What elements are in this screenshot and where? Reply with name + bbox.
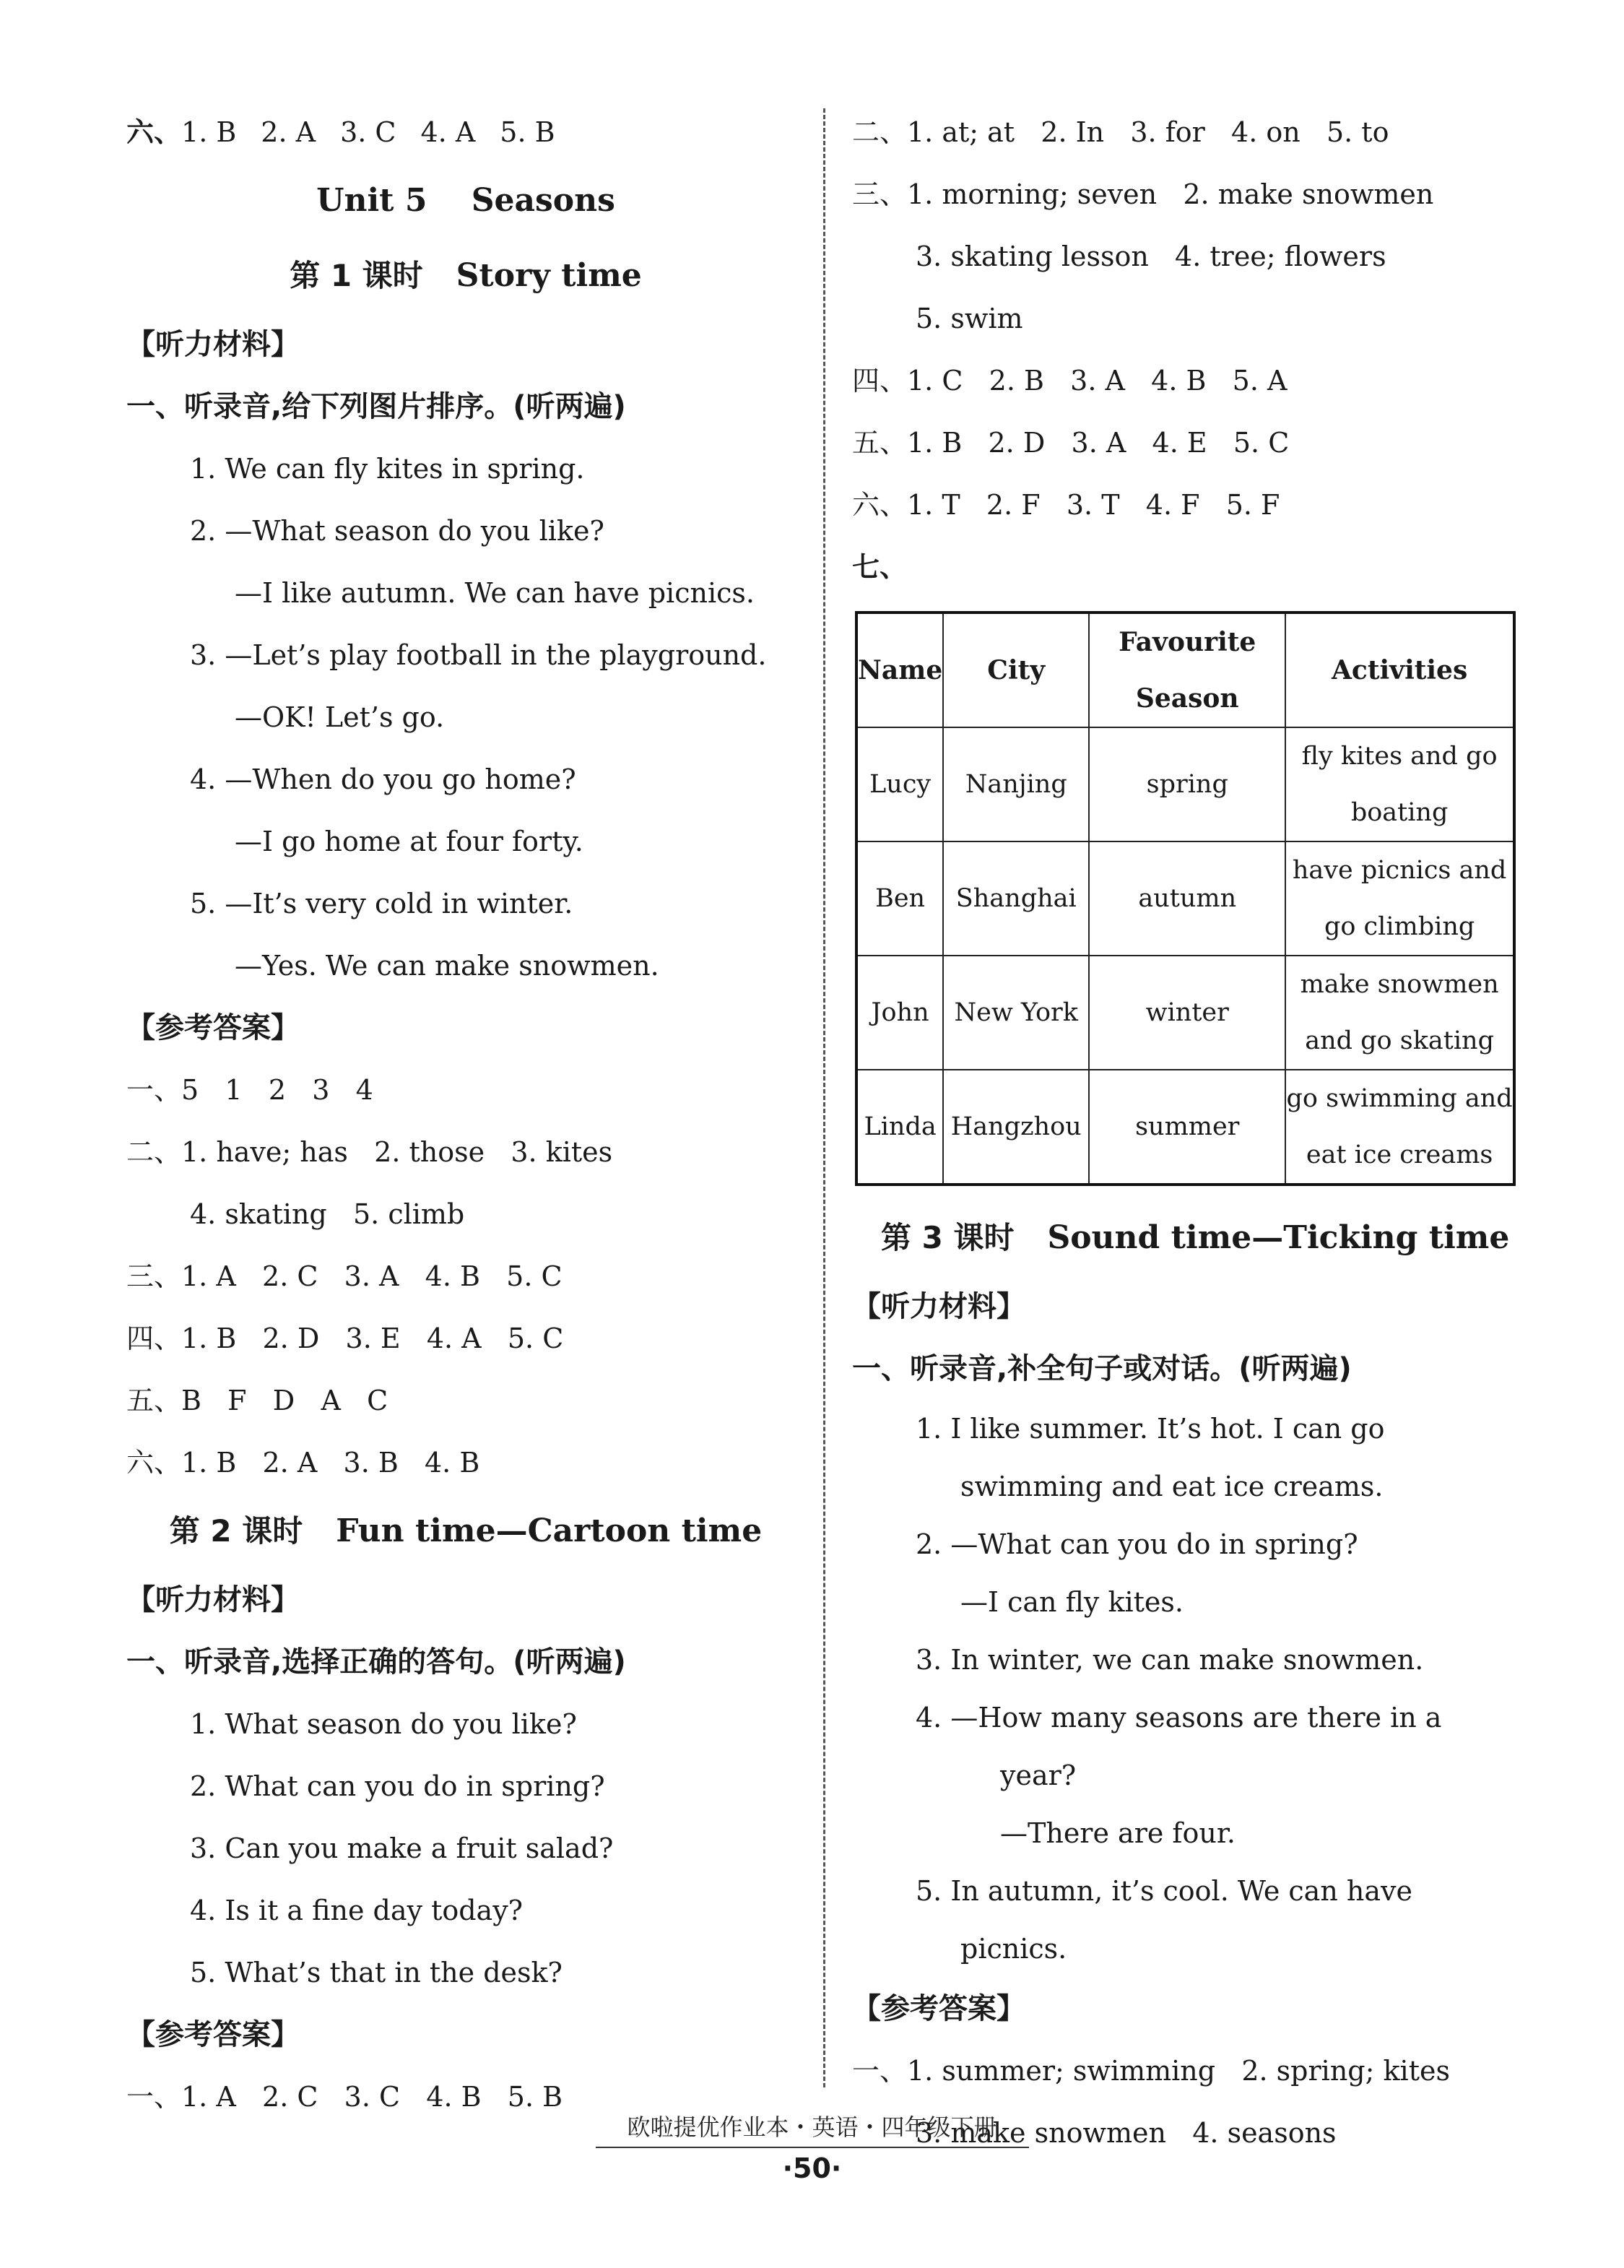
listening-instruction: 一、听录音,选择正确的答句。(听两遍): [126, 1645, 626, 1679]
listening-line: 3. Can you make a fruit salad?: [190, 1832, 614, 1864]
listening-line: 2. What can you do in spring?: [190, 1770, 605, 1802]
listening-line: —There are four.: [1000, 1817, 1236, 1849]
answer-line: 三、1. morning; seven 2. make snowmen: [852, 178, 1434, 210]
listening-header: 【听力材料】: [126, 328, 300, 361]
right-column: [852, 101, 1527, 2164]
listening-line: 4. Is it a fine day today?: [190, 1895, 524, 1926]
answer-line: 一、1. A 2. C 3. C 4. B 5. B: [126, 2081, 563, 2113]
listening-line: 2. —What season do you like?: [190, 515, 604, 547]
answers-header: 【参考答案】: [126, 2018, 300, 2051]
listening-line: 4. —When do you go home?: [190, 763, 576, 795]
table-cell: make snowmen and go skating: [1285, 956, 1514, 1070]
table-cell: Nanjing: [943, 727, 1089, 841]
listening-instruction: 一、听录音,补全句子或对话。(听两遍): [852, 1352, 1352, 1385]
listening-line: —Yes. We can make snowmen.: [235, 950, 659, 982]
table-cell: Shanghai: [943, 841, 1089, 956]
listening-line: 1. What season do you like?: [190, 1708, 577, 1740]
table-cell: have picnics and go climbing: [1285, 841, 1514, 956]
answer-line: 六、1. T 2. F 3. T 4. F 5. F: [852, 489, 1280, 521]
listening-header: 【听力材料】: [126, 1583, 300, 1616]
table-cell: Linda: [856, 1070, 943, 1185]
table-cell: go swimming and eat ice creams: [1285, 1070, 1514, 1185]
answer-line-top: 六、1. B 2. A 3. C 4. A 5. B: [126, 116, 555, 148]
table-header: Favourite Season: [1089, 613, 1285, 727]
table-cell: Hangzhou: [943, 1070, 1089, 1185]
unit-title: Unit 5 Seasons: [316, 182, 615, 219]
table-cell: New York: [943, 956, 1089, 1070]
table-cell: spring: [1089, 727, 1285, 841]
answer-line: 一、5 1 2 3 4: [126, 1074, 373, 1106]
table-cell: fly kites and go boating: [1285, 727, 1514, 841]
answer-line: 二、1. at; at 2. In 3. for 4. on 5. to: [852, 116, 1389, 148]
answer-line: 五、B F D A C: [126, 1385, 388, 1416]
book-series-title: 欧啦提优作业本・英语・四年级下册: [627, 2113, 997, 2141]
listening-line: —I can fly kites.: [960, 1586, 1184, 1618]
answer-line: 四、1. C 2. B 3. A 4. B 5. A: [852, 365, 1288, 397]
column-divider: [823, 108, 825, 2087]
answer-line: 六、1. B 2. A 3. B 4. B: [126, 1447, 480, 1479]
page-number: ·50·: [782, 2152, 842, 2184]
lesson-3-title: 第 3 课时 Sound time—Ticking time: [881, 1219, 1510, 1256]
answer-line: 五、1. B 2. D 3. A 4. E 5. C: [852, 427, 1290, 459]
table-row: [856, 956, 1514, 1070]
answer-line: 一、1. summer; swimming 2. spring; kites: [852, 2055, 1450, 2087]
table-row: [856, 727, 1514, 841]
listening-line: —OK! Let’s go.: [235, 701, 445, 733]
listening-line: 5. What’s that in the desk?: [190, 1957, 563, 1988]
table-cell: Ben: [856, 841, 943, 956]
answer-line: 3. make snowmen 4. seasons: [916, 2117, 1337, 2149]
listening-line: swimming and eat ice creams.: [960, 1471, 1384, 1502]
lesson-2-title: 第 2 课时 Fun time—Cartoon time: [169, 1512, 763, 1549]
table-cell: Lucy: [856, 727, 943, 841]
listening-instruction: 一、听录音,给下列图片排序。(听两遍): [126, 390, 626, 423]
table-header: City: [943, 613, 1089, 727]
table-cell: summer: [1089, 1070, 1285, 1185]
listening-line: year?: [1000, 1760, 1077, 1791]
table-header: Activities: [1285, 613, 1514, 727]
answer-line: 四、1. B 2. D 3. E 4. A 5. C: [126, 1323, 564, 1354]
listening-line: 3. In winter, we can make snowmen.: [916, 1644, 1424, 1676]
table-header: Name: [856, 613, 943, 727]
listening-line: 4. —How many seasons are there in a: [916, 1702, 1442, 1734]
footer-rule: [596, 2147, 1029, 2148]
answers-header: 【参考答案】: [852, 1992, 1025, 2025]
answers-header: 【参考答案】: [126, 1011, 300, 1044]
table-cell: winter: [1089, 956, 1285, 1070]
answer-line: 三、1. A 2. C 3. A 4. B 5. C: [126, 1260, 563, 1292]
seasons-table: [855, 611, 1516, 1186]
table-row: [856, 1070, 1514, 1185]
listening-line: —I like autumn. We can have picnics.: [235, 577, 755, 609]
listening-line: 5. In autumn, it’s cool. We can have: [916, 1875, 1412, 1907]
listening-line: 5. —It’s very cold in winter.: [190, 888, 573, 919]
answer-line: 4. skating 5. climb: [190, 1198, 465, 1230]
listening-line: —I go home at four forty.: [235, 826, 583, 857]
listening-line: 1. We can fly kites in spring.: [190, 453, 585, 485]
lesson-1-title: 第 1 课时 Story time: [290, 257, 642, 294]
answer-line: 3. skating lesson 4. tree; flowers: [916, 241, 1386, 272]
answer-line: 二、1. have; has 2. those 3. kites: [126, 1136, 613, 1168]
table-header-row: [856, 613, 1514, 727]
answer-line: 5. swim: [916, 303, 1023, 334]
page-footer: [0, 2109, 1624, 2184]
listening-line: picnics.: [960, 1933, 1067, 1965]
table-cell: John: [856, 956, 943, 1070]
table-row: [856, 841, 1514, 956]
answer-line: 七、: [852, 551, 908, 583]
listening-line: 1. I like summer. It’s hot. I can go: [916, 1413, 1385, 1445]
listening-line: 3. —Let’s play football in the playground.: [190, 639, 767, 671]
table-cell: autumn: [1089, 841, 1285, 956]
listening-header: 【听力材料】: [852, 1290, 1025, 1323]
listening-line: 2. —What can you do in spring?: [916, 1528, 1358, 1560]
left-column: [126, 101, 805, 2128]
